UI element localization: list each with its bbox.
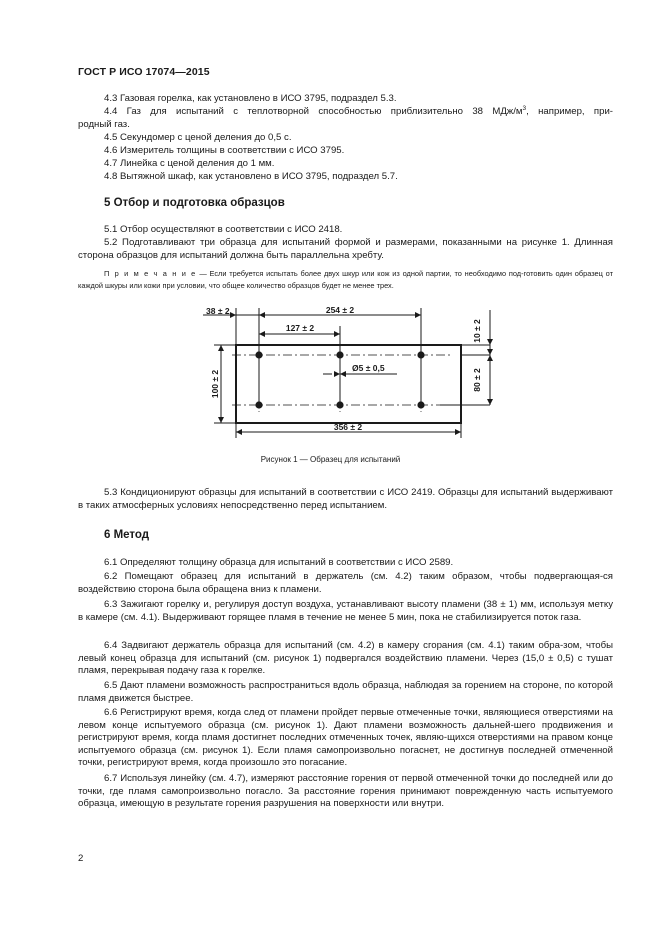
paragraph-6-2: 6.2 Помещают образец для испытаний в держатель (см. 4.2) таким образом, чтобы подвергающая-ся воздействию сторона была обращена вниз к пламени. <box>78 571 613 595</box>
figure-caption: Рисунок 1 — Образец для испытаний <box>260 455 401 464</box>
hole-bottom-left <box>255 401 262 408</box>
page-number: 2 <box>78 853 84 864</box>
paragraph-6-7: 6.7 Используя линейку (см. 4.7), измеряют расстояние горения от первой отмеченной точки до последней или до точки, где пламя самопроизвольно погасло. За расстояние горения принимают поврежденную часть испытуемого образца, имеющую в результате горения разрушения на поверхности или внутри. <box>78 773 613 810</box>
paragraph-4-8: 4.8 Вытяжной шкаф, как установлено в ИСО 3795, подраздел 5.7. <box>104 171 398 182</box>
hole-top-center <box>336 351 343 358</box>
document-header: ГОСТ Р ИСО 17074—2015 <box>78 66 210 78</box>
note-label: П р и м е ч а н и е <box>104 269 197 278</box>
hole-bottom-center <box>336 401 343 408</box>
dim-top-span: 254 ± 2 <box>325 305 355 315</box>
paragraph-6-4: 6.4 Задвигают держатель образца для испытаний (см. 4.2) в камеру сгорания (см. 4.1) таким обра-зом, чтобы левый конец образца для испытаний (см. рисунок 1) подвергался воздействию пламени. Через (15,0 ± 0,5) с тушат пламя, перекрывая подачу газа к горелке. <box>78 640 613 677</box>
paragraph-4-4-text: 4.4 Газ для испытаний с теплотворной способностью приблизительно 38 МДж/м <box>104 106 523 117</box>
dim-length: 356 ± 2 <box>333 422 363 432</box>
dim-hole: Ø5 ± 0,5 <box>352 363 385 373</box>
paragraph-6-6: 6.6 Регистрируют время, когда след от пламени пройдет первые отмеченные точки, являющиеся отверстиями на левом конце испытуемого образца (см. рисунок 1). Дают пламени возможность дальней-шего продвижения и регистрируют время, когда пламя достигнет последних отмеченных точек, являю-щихся отверстиями на правом конце испытуемого образца (см. рисунок 1). Если пламя самопроизвольно погаснет, не достигнув последней отмеченной точки, регистрируют время, когда произошло это погасание. <box>78 707 613 769</box>
paragraph-4-4-tail: , например, при- <box>526 106 613 117</box>
hole-top-right <box>417 351 424 358</box>
dim-hole-spacing: 80 ± 2 <box>472 368 482 392</box>
hole-top-left <box>255 351 262 358</box>
section-6-heading: 6 Метод <box>104 529 150 541</box>
note-text: — Если требуется испытать более двух шкур или кож из одной партии, то необходимо под-готовить один образец от каждой шкуры или кожи при условии, что общее количество образцов будет не менее трех. <box>78 269 613 290</box>
dim-inner-span: 127 ± 2 <box>285 323 315 333</box>
paragraph-4-3: 4.3 Газовая горелка, как установлено в ИСО 3795, подраздел 5.3. <box>104 93 397 104</box>
paragraph-4-4-cont: родный газ. <box>78 119 130 130</box>
superscript-3: 3 <box>522 104 527 112</box>
paragraph-6-5: 6.5 Дают пламени возможность распространиться вдоль образца, наблюдая за горением на стороне, по которой пламя движется быстрее. <box>78 680 613 704</box>
paragraph-4-5: 4.5 Секундомер с ценой деления до 0,5 с. <box>104 132 292 143</box>
paragraph-5-1: 5.1 Отбор осуществляют в соответствии с ИСО 2418. <box>104 224 343 235</box>
paragraph-6-1: 6.1 Определяют толщину образца для испытаний в соответствии с ИСО 2589. <box>104 557 454 568</box>
specimen-outline <box>236 345 461 423</box>
paragraph-4-7: 4.7 Линейка с ценой деления до 1 мм. <box>104 158 275 169</box>
dim-top-margin: 10 ± 2 <box>472 319 482 343</box>
paragraph-5-2: 5.2 Подготавливают три образца для испытаний формой и размерами, показанными на рисунке 1. Длинная сторона образцов для испытаний должна быть параллельна хребту. <box>78 237 613 261</box>
paragraph-5-3: 5.3 Кондиционируют образцы для испытаний в соответствии с ИСО 2419. Образцы для испытаний выдерживают в таких атмосферных условиях непосредственно перед испытанием. <box>78 487 613 511</box>
dim-height: 100 ± 2 <box>210 369 220 399</box>
dim-left-offset: 38 ± 2 <box>206 306 230 316</box>
section-5-heading: 5 Отбор и подготовка образцов <box>104 197 285 209</box>
paragraph-4-6: 4.6 Измеритель толщины в соответствии с ИСО 3795. <box>104 145 345 156</box>
hole-bottom-right <box>417 401 424 408</box>
paragraph-6-3: 6.3 Зажигают горелку и, регулируя доступ воздуха, устанавливают высоту пламени (38 ± 1) мм, используя метку в камере (см. 4.1). Выдерживают горящее пламя в течение не менее 5 мин, пока не стабилизируется поток газа. <box>78 599 613 623</box>
